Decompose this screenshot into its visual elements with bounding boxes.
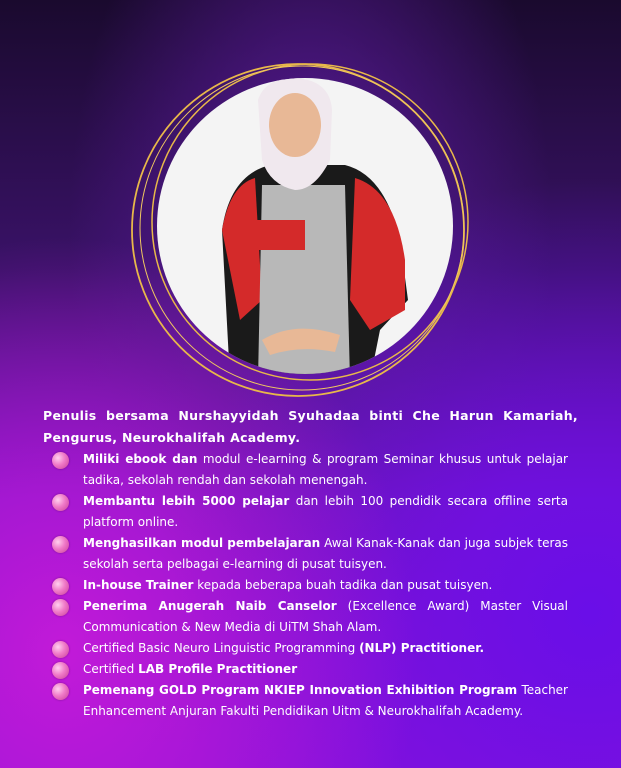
list-item: Certified LAB Profile Practitioner xyxy=(50,659,568,680)
list-item: Membantu lebih 5000 pelajar dan lebih 100 pendidik secara offline serta platform online. xyxy=(50,491,568,533)
list-item: Penerima Anugerah Naib Canselor (Excellence Award) Master Visual Communication & New Media di UiTM Shah Alam. xyxy=(50,596,568,638)
list-item: Miliki ebook dan modul e-learning & program Seminar khusus untuk pelajar tadika, sekolah rendah dan sekolah menengah. xyxy=(50,449,568,491)
list-item: Certified Basic Neuro Linguistic Programming (NLP) Practitioner. xyxy=(50,638,568,659)
gem-bullet-icon xyxy=(52,536,69,553)
list-item: Pemenang GOLD Program NKIEP Innovation Exhibition Program Teacher Enhancement Anjuran Fakulti Pendidikan Uitm & Neurokhalifah Academy. xyxy=(50,680,568,722)
gem-bullet-icon xyxy=(52,641,69,658)
gem-bullet-icon xyxy=(52,599,69,616)
list-item: In-house Trainer kepada beberapa buah tadika dan pusat tuisyen. xyxy=(50,575,568,596)
gem-bullet-icon xyxy=(52,452,69,469)
gem-bullet-icon xyxy=(52,578,69,595)
achievement-list xyxy=(50,449,568,722)
author-heading: Penulis bersama Nurshayyidah Syuhadaa binti Che Harun Kamariah, Pengurus, Neurokhalifah Academy. xyxy=(43,408,578,445)
gem-bullet-icon xyxy=(52,494,69,511)
list-item: Menghasilkan modul pembelajaran Awal Kanak-Kanak dan juga subjek teras sekolah serta pelbagai e-learning di pusat tuisyen. xyxy=(50,533,568,575)
gem-bullet-icon xyxy=(52,683,69,700)
gem-bullet-icon xyxy=(52,662,69,679)
